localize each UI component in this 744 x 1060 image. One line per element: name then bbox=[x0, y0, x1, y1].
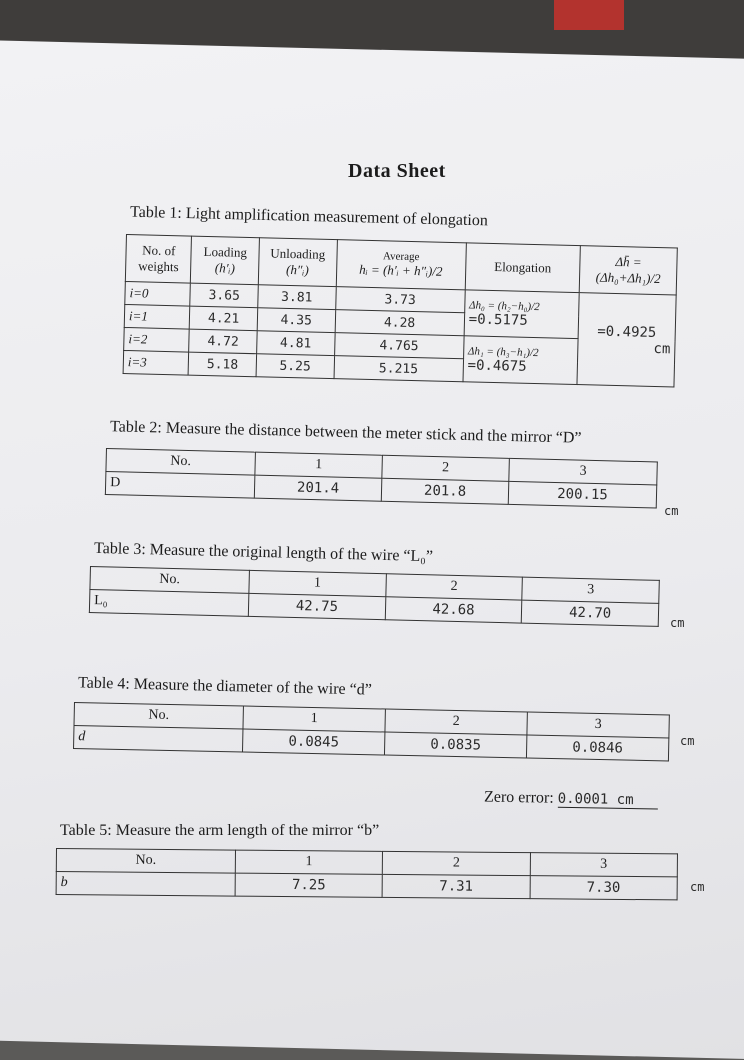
table4-col-3: 3 bbox=[527, 712, 669, 738]
table1-row1-average: 4.28 bbox=[335, 310, 465, 336]
dh0-value: =0.5175 bbox=[468, 310, 528, 329]
table1-dh0-cell bbox=[464, 290, 580, 339]
table1-header-average: Average hᵢ = (h′ᵢ + h″ᵢ)/2 bbox=[336, 240, 466, 290]
table3-col-2: 2 bbox=[385, 574, 522, 600]
table2-caption: Table 2: Measure the distance between the meter stick and the mirror “D” bbox=[109, 418, 582, 447]
table5-row-label: b bbox=[56, 872, 235, 897]
table3-value-2: 42.68 bbox=[385, 597, 522, 623]
table1-row3-loading: 5.18 bbox=[189, 352, 257, 377]
table3-value-3: 42.70 bbox=[522, 600, 659, 626]
table1-header-mean: Δh̄ = (Δh₀+Δh₁)/2 bbox=[579, 246, 677, 295]
table1-caption: Table 1: Light amplification measurement of elongation bbox=[129, 203, 489, 230]
table4-col-1: 1 bbox=[243, 706, 385, 732]
mean-value: =0.4925 bbox=[597, 323, 657, 341]
table1-row1-unloading: 4.35 bbox=[257, 308, 335, 333]
table2-value-3: 200.15 bbox=[508, 481, 656, 508]
table5-col-3: 3 bbox=[530, 853, 678, 877]
table1-row2-average: 4.765 bbox=[334, 333, 464, 359]
table1-dh1-cell bbox=[463, 336, 579, 385]
table5-caption: Table 5: Measure the arm length of the mirror “b” bbox=[60, 822, 380, 839]
table5 bbox=[56, 848, 678, 900]
table4 bbox=[73, 702, 670, 761]
table1-row3-unloading: 5.25 bbox=[256, 354, 334, 379]
table1 bbox=[123, 234, 678, 387]
table5-col-2: 2 bbox=[383, 851, 531, 875]
table1-row2-loading: 4.72 bbox=[189, 329, 257, 354]
table4-caption: Table 4: Measure the diameter of the wire “d” bbox=[77, 674, 373, 699]
table1-row1-i: i=1 bbox=[124, 304, 190, 329]
table4-col-2: 2 bbox=[385, 709, 527, 735]
table1-row0-i: i=0 bbox=[125, 281, 191, 306]
table4-value-3: 0.0846 bbox=[526, 735, 668, 761]
table1-row2-i: i=2 bbox=[124, 327, 190, 352]
table3-row-label: L₀ bbox=[89, 590, 249, 617]
table2 bbox=[105, 448, 658, 508]
zero-error-label: Zero error: bbox=[483, 788, 554, 807]
table1-row3-i: i=3 bbox=[123, 350, 189, 375]
table2-unit: cm bbox=[664, 504, 679, 518]
table5-value-2: 7.31 bbox=[382, 874, 530, 898]
zero-error-value: 0.0001 cm bbox=[558, 791, 658, 810]
table1-row2-unloading: 4.81 bbox=[257, 331, 335, 356]
table2-col-2: 2 bbox=[382, 455, 510, 481]
table5-col-1: 1 bbox=[235, 850, 383, 874]
table4-value-1: 0.0845 bbox=[242, 729, 384, 755]
table3-unit: cm bbox=[670, 616, 685, 630]
table2-row-label: D bbox=[105, 472, 255, 499]
table2-value-2: 201.8 bbox=[381, 478, 509, 504]
table5-value-3: 7.30 bbox=[530, 876, 678, 900]
dh0-formula: Δh₀ = (h₂−h₀)/2 bbox=[468, 298, 540, 313]
table3 bbox=[89, 566, 660, 627]
table1-header-elongation: Elongation bbox=[465, 243, 581, 293]
table4-value-2: 0.0835 bbox=[384, 732, 526, 758]
table4-unit: cm bbox=[680, 734, 695, 748]
table5-value-1: 7.25 bbox=[235, 873, 383, 897]
table1-header-no: No. of weights bbox=[125, 235, 192, 284]
sheet-title: Data Sheet bbox=[348, 160, 446, 182]
table5-unit: cm bbox=[690, 880, 705, 894]
table1-row3-average: 5.215 bbox=[334, 356, 464, 382]
table3-col-1: 1 bbox=[249, 570, 386, 596]
table2-col-3: 3 bbox=[509, 458, 657, 485]
dh1-formula: Δh₁ = (h₃−h₁)/2 bbox=[467, 344, 539, 359]
table5-no-label: No. bbox=[56, 849, 235, 874]
mean-unit: cm bbox=[653, 340, 671, 357]
table2-col-1: 1 bbox=[255, 452, 383, 478]
table1-row0-average: 3.73 bbox=[335, 287, 465, 313]
table3-caption: Table 3: Measure the original length of the wire “L₀” bbox=[93, 539, 434, 566]
table2-no-label: No. bbox=[106, 449, 256, 476]
table1-row1-loading: 4.21 bbox=[190, 306, 258, 331]
table3-no-label: No. bbox=[90, 567, 250, 594]
table1-row0-loading: 3.65 bbox=[190, 283, 258, 308]
table1-header-unloading: Unloading (h″ᵢ) bbox=[258, 238, 337, 287]
table1-header-loading: Loading (h′ᵢ) bbox=[191, 236, 260, 285]
table3-col-3: 3 bbox=[522, 577, 659, 603]
dh1-value: =0.4675 bbox=[467, 356, 527, 375]
zero-error bbox=[484, 788, 658, 809]
table1-row0-unloading: 3.81 bbox=[258, 285, 336, 310]
table4-row-label: d bbox=[74, 726, 243, 753]
table2-value-1: 201.4 bbox=[254, 475, 382, 501]
table1-mean-cell bbox=[577, 293, 676, 387]
table3-value-1: 42.75 bbox=[248, 593, 385, 619]
table4-no-label: No. bbox=[74, 703, 243, 730]
